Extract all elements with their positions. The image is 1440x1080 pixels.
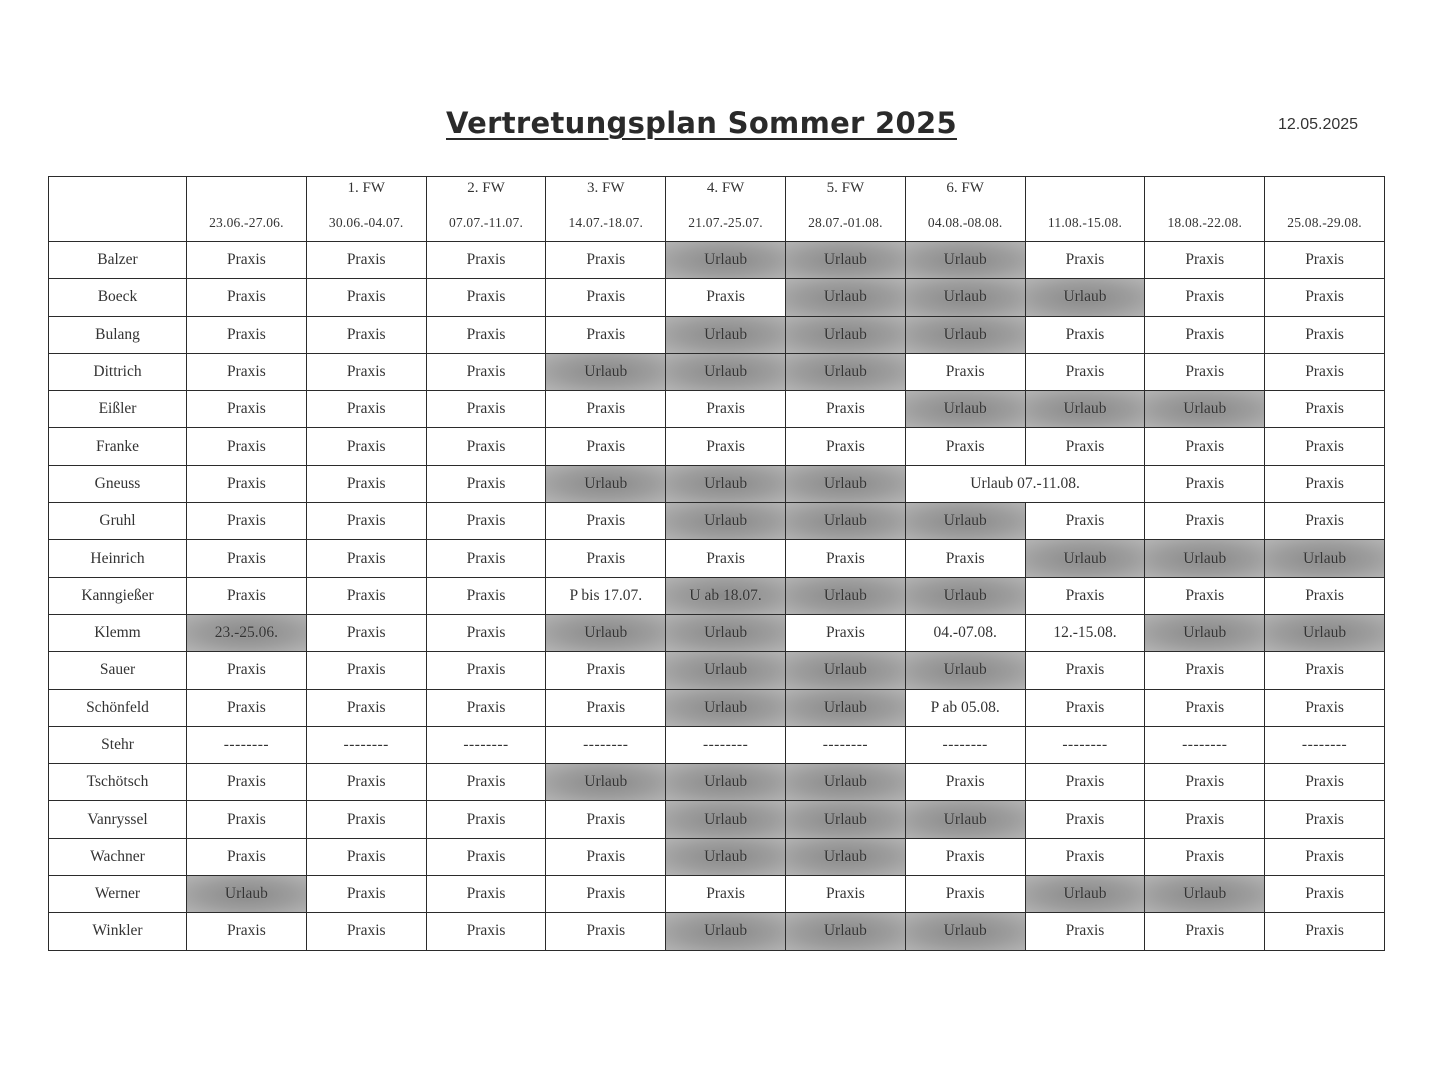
schedule-cell: Praxis bbox=[1145, 689, 1265, 726]
schedule-cell: Praxis bbox=[306, 428, 426, 465]
schedule-cell: Urlaub bbox=[1265, 614, 1385, 651]
schedule-cell: Urlaub bbox=[187, 876, 307, 913]
schedule-cell: Praxis bbox=[426, 652, 546, 689]
table-row bbox=[49, 801, 1385, 838]
week-header-8 bbox=[1145, 177, 1265, 242]
schedule-cell: Praxis bbox=[1265, 279, 1385, 316]
schedule-cell: Praxis bbox=[306, 242, 426, 279]
week-date-range: 04.08.-08.08. bbox=[927, 215, 1003, 230]
schedule-cell: Urlaub bbox=[905, 279, 1025, 316]
schedule-cell: Praxis bbox=[1265, 913, 1385, 950]
schedule-cell: Praxis bbox=[666, 428, 786, 465]
schedule-cell: Praxis bbox=[1025, 242, 1145, 279]
schedule-cell: Praxis bbox=[187, 764, 307, 801]
schedule-cell: Praxis bbox=[187, 689, 307, 726]
header-row bbox=[49, 177, 1385, 242]
week-header-4 bbox=[666, 177, 786, 242]
staff-name: Eißler bbox=[49, 391, 187, 428]
schedule-cell: Praxis bbox=[1025, 689, 1145, 726]
week-date-range: 07.07.-11.07. bbox=[448, 215, 524, 230]
schedule-cell: Urlaub bbox=[905, 801, 1025, 838]
schedule-cell: Praxis bbox=[426, 242, 546, 279]
schedule-cell: Praxis bbox=[546, 428, 666, 465]
schedule-cell: Praxis bbox=[187, 316, 307, 353]
schedule-cell: Urlaub bbox=[666, 614, 786, 651]
table-row bbox=[49, 689, 1385, 726]
schedule-cell: Praxis bbox=[426, 913, 546, 950]
schedule-cell: Urlaub bbox=[1025, 279, 1145, 316]
schedule-cell: Praxis bbox=[546, 652, 666, 689]
schedule-cell: Urlaub bbox=[666, 242, 786, 279]
schedule-cell: Praxis bbox=[1265, 876, 1385, 913]
schedule-cell: Urlaub bbox=[1145, 876, 1265, 913]
schedule-cell: Praxis bbox=[1265, 801, 1385, 838]
schedule-cell: Praxis bbox=[187, 913, 307, 950]
schedule-cell: U ab 18.07. bbox=[666, 577, 786, 614]
schedule-cell: Praxis bbox=[905, 540, 1025, 577]
table-row bbox=[49, 540, 1385, 577]
schedule-cell: Praxis bbox=[1265, 838, 1385, 875]
schedule-cell: Urlaub bbox=[785, 801, 905, 838]
week-date-range: 11.08.-15.08. bbox=[1047, 215, 1123, 230]
schedule-cell: -------- bbox=[785, 726, 905, 763]
staff-name: Schönfeld bbox=[49, 689, 187, 726]
week-header-6 bbox=[905, 177, 1025, 242]
schedule-cell: Urlaub bbox=[905, 503, 1025, 540]
schedule-cell: Praxis bbox=[546, 503, 666, 540]
staff-name: Wachner bbox=[49, 838, 187, 875]
staff-name: Heinrich bbox=[49, 540, 187, 577]
schedule-cell: Praxis bbox=[785, 876, 905, 913]
schedule-cell: -------- bbox=[666, 726, 786, 763]
schedule-cell: Praxis bbox=[187, 465, 307, 502]
schedule-cell: -------- bbox=[546, 726, 666, 763]
schedule-cell: Praxis bbox=[546, 876, 666, 913]
schedule-cell: Praxis bbox=[905, 764, 1025, 801]
schedule-cell: Praxis bbox=[306, 353, 426, 390]
schedule-cell: Praxis bbox=[1265, 242, 1385, 279]
schedule-cell: Praxis bbox=[426, 614, 546, 651]
schedule-cell: Urlaub bbox=[905, 242, 1025, 279]
schedule-cell: Praxis bbox=[1145, 764, 1265, 801]
schedule-cell: -------- bbox=[306, 726, 426, 763]
schedule-cell: Praxis bbox=[306, 614, 426, 651]
schedule-cell: Praxis bbox=[905, 876, 1025, 913]
schedule-cell: Praxis bbox=[426, 428, 546, 465]
schedule-cell: Praxis bbox=[1025, 652, 1145, 689]
table-row bbox=[49, 428, 1385, 465]
schedule-cell: Praxis bbox=[546, 391, 666, 428]
schedule-cell: Praxis bbox=[1145, 801, 1265, 838]
week-date-range: 23.06.-27.06. bbox=[209, 215, 284, 230]
schedule-cell: -------- bbox=[1265, 726, 1385, 763]
schedule-cell: Praxis bbox=[426, 764, 546, 801]
schedule-cell: Praxis bbox=[306, 465, 426, 502]
schedule-cell: Praxis bbox=[546, 279, 666, 316]
schedule-cell: Praxis bbox=[1025, 353, 1145, 390]
schedule-cell: Urlaub bbox=[546, 465, 666, 502]
week-date-range: 28.07.-01.08. bbox=[808, 215, 883, 230]
schedule-cell: Praxis bbox=[1265, 391, 1385, 428]
schedule-cell: Praxis bbox=[546, 689, 666, 726]
schedule-cell: Praxis bbox=[187, 279, 307, 316]
schedule-cell: Urlaub bbox=[546, 353, 666, 390]
week-date-range: 14.07.-18.07. bbox=[568, 215, 644, 230]
document-date: 12.05.2025 bbox=[1278, 116, 1359, 133]
schedule-cell: Praxis bbox=[1265, 465, 1385, 502]
schedule-cell: Urlaub bbox=[546, 614, 666, 651]
table-row bbox=[49, 465, 1385, 502]
schedule-cell: P bis 17.07. bbox=[546, 577, 666, 614]
schedule-cell: Praxis bbox=[1025, 503, 1145, 540]
schedule-cell: Urlaub bbox=[785, 279, 905, 316]
schedule-cell: Urlaub bbox=[785, 689, 905, 726]
staff-name: Vanryssel bbox=[49, 801, 187, 838]
schedule-cell: Urlaub bbox=[666, 503, 786, 540]
schedule-cell: Praxis bbox=[426, 353, 546, 390]
week-date-range: 30.06.-04.07. bbox=[328, 215, 404, 230]
schedule-cell: Praxis bbox=[1145, 503, 1265, 540]
schedule-cell: Praxis bbox=[546, 316, 666, 353]
table-row bbox=[49, 913, 1385, 950]
week-header-2 bbox=[426, 177, 546, 242]
schedule-cell: Praxis bbox=[187, 801, 307, 838]
schedule-cell: Praxis bbox=[187, 838, 307, 875]
week-header-3 bbox=[546, 177, 666, 242]
staff-name: Tschötsch bbox=[49, 764, 187, 801]
staff-name: Gneuss bbox=[49, 465, 187, 502]
staff-name: Gruhl bbox=[49, 503, 187, 540]
week-label: 4. FW bbox=[706, 180, 745, 196]
week-label: 2. FW bbox=[467, 180, 505, 196]
table-row bbox=[49, 391, 1385, 428]
schedule-cell: Urlaub bbox=[546, 764, 666, 801]
schedule-cell: Praxis bbox=[306, 764, 426, 801]
schedule-cell: Urlaub bbox=[1025, 540, 1145, 577]
schedule-cell: Praxis bbox=[666, 279, 786, 316]
schedule-cell: Praxis bbox=[187, 503, 307, 540]
schedule-cell: Praxis bbox=[306, 876, 426, 913]
schedule-cell: Praxis bbox=[426, 316, 546, 353]
week-label: 5. FW bbox=[826, 180, 865, 196]
schedule-cell: Praxis bbox=[1025, 838, 1145, 875]
schedule-cell: Praxis bbox=[426, 689, 546, 726]
schedule-cell: Praxis bbox=[426, 465, 546, 502]
schedule-cell: Praxis bbox=[1145, 279, 1265, 316]
schedule-cell: Praxis bbox=[187, 391, 307, 428]
schedule-cell: Praxis bbox=[426, 391, 546, 428]
schedule-cell: Urlaub bbox=[666, 652, 786, 689]
schedule-cell: Praxis bbox=[1265, 316, 1385, 353]
staff-name: Winkler bbox=[49, 913, 187, 950]
schedule-cell: Praxis bbox=[306, 801, 426, 838]
schedule-cell: Praxis bbox=[187, 540, 307, 577]
week-label: 3. FW bbox=[587, 180, 625, 196]
schedule-cell: Praxis bbox=[1265, 428, 1385, 465]
schedule-cell: Praxis bbox=[666, 876, 786, 913]
schedule-cell: 04.-07.08. bbox=[905, 614, 1025, 651]
schedule-cell: Praxis bbox=[1025, 913, 1145, 950]
schedule-cell: Praxis bbox=[666, 391, 786, 428]
schedule-cell: Urlaub bbox=[785, 242, 905, 279]
schedule-cell: Praxis bbox=[546, 540, 666, 577]
schedule-cell: Praxis bbox=[1265, 689, 1385, 726]
schedule-cell: Praxis bbox=[1145, 838, 1265, 875]
week-header-1 bbox=[306, 177, 426, 242]
schedule-cell: Praxis bbox=[1145, 577, 1265, 614]
schedule-cell: Urlaub 07.-11.08. bbox=[905, 465, 1145, 502]
schedule-cell: Praxis bbox=[187, 353, 307, 390]
schedule-cell: Praxis bbox=[666, 540, 786, 577]
schedule-cell: Praxis bbox=[905, 428, 1025, 465]
schedule-cell: Praxis bbox=[306, 689, 426, 726]
schedule-cell: Praxis bbox=[306, 652, 426, 689]
schedule-cell: Praxis bbox=[306, 316, 426, 353]
schedule-cell: Praxis bbox=[905, 838, 1025, 875]
schedule-cell: Praxis bbox=[1145, 428, 1265, 465]
staff-name: Werner bbox=[49, 876, 187, 913]
schedule-cell: Urlaub bbox=[666, 353, 786, 390]
schedule-cell: Praxis bbox=[546, 913, 666, 950]
schedule-cell: Praxis bbox=[785, 614, 905, 651]
schedule-cell: Praxis bbox=[546, 242, 666, 279]
schedule-cell: Praxis bbox=[426, 279, 546, 316]
schedule-cell: Urlaub bbox=[785, 838, 905, 875]
schedule-cell: Praxis bbox=[1145, 913, 1265, 950]
schedule-cell: Praxis bbox=[306, 838, 426, 875]
week-label: 6. FW bbox=[946, 180, 984, 196]
schedule-cell: Praxis bbox=[306, 577, 426, 614]
week-label: 1. FW bbox=[347, 180, 385, 196]
table-row bbox=[49, 279, 1385, 316]
schedule-cell: Praxis bbox=[1265, 652, 1385, 689]
schedule-cell: Praxis bbox=[306, 913, 426, 950]
schedule-cell: Urlaub bbox=[905, 577, 1025, 614]
table-row bbox=[49, 242, 1385, 279]
schedule-cell: Praxis bbox=[1145, 242, 1265, 279]
week-header-7 bbox=[1025, 177, 1145, 242]
schedule-cell: -------- bbox=[426, 726, 546, 763]
schedule-cell: Praxis bbox=[306, 503, 426, 540]
schedule-cell: Urlaub bbox=[1025, 391, 1145, 428]
schedule-cell: Urlaub bbox=[666, 465, 786, 502]
schedule-cell: Urlaub bbox=[905, 391, 1025, 428]
schedule-cell: Praxis bbox=[785, 391, 905, 428]
staff-name: Kanngießer bbox=[49, 577, 187, 614]
schedule-cell: Praxis bbox=[1025, 316, 1145, 353]
staff-name: Dittrich bbox=[49, 353, 187, 390]
schedule-cell: Praxis bbox=[1145, 353, 1265, 390]
schedule-cell: Praxis bbox=[426, 540, 546, 577]
schedule-cell: Praxis bbox=[546, 801, 666, 838]
staff-name: Sauer bbox=[49, 652, 187, 689]
schedule-cell: Urlaub bbox=[666, 913, 786, 950]
schedule-cell: Praxis bbox=[187, 242, 307, 279]
schedule-cell: Urlaub bbox=[666, 838, 786, 875]
schedule-cell: Praxis bbox=[187, 577, 307, 614]
schedule-cell: Urlaub bbox=[1265, 540, 1385, 577]
staff-name: Boeck bbox=[49, 279, 187, 316]
schedule-cell: Praxis bbox=[1025, 577, 1145, 614]
schedule-cell: Praxis bbox=[1145, 316, 1265, 353]
schedule-cell: Praxis bbox=[1265, 577, 1385, 614]
schedule-cell: P ab 05.08. bbox=[905, 689, 1025, 726]
staff-name: Franke bbox=[49, 428, 187, 465]
table-row bbox=[49, 876, 1385, 913]
schedule-cell: -------- bbox=[905, 726, 1025, 763]
schedule-cell: Praxis bbox=[426, 876, 546, 913]
staff-name: Klemm bbox=[49, 614, 187, 651]
schedule-table bbox=[48, 176, 1385, 951]
schedule-cell: Praxis bbox=[426, 577, 546, 614]
table-row bbox=[49, 503, 1385, 540]
schedule-cell: Urlaub bbox=[666, 689, 786, 726]
schedule-cell: -------- bbox=[1145, 726, 1265, 763]
schedule-cell: Praxis bbox=[187, 652, 307, 689]
schedule-cell: Praxis bbox=[546, 838, 666, 875]
schedule-cell: Praxis bbox=[426, 503, 546, 540]
schedule-cell: Urlaub bbox=[785, 465, 905, 502]
schedule-cell: Urlaub bbox=[905, 913, 1025, 950]
staff-name: Stehr bbox=[49, 726, 187, 763]
schedule-cell: -------- bbox=[187, 726, 307, 763]
schedule-cell: -------- bbox=[1025, 726, 1145, 763]
schedule-cell: 12.-15.08. bbox=[1025, 614, 1145, 651]
schedule-cell: Urlaub bbox=[666, 764, 786, 801]
schedule-cell: Urlaub bbox=[785, 652, 905, 689]
schedule-cell: Praxis bbox=[785, 428, 905, 465]
schedule-cell: Urlaub bbox=[1145, 614, 1265, 651]
schedule-cell: Praxis bbox=[1265, 764, 1385, 801]
schedule-cell: Urlaub bbox=[666, 801, 786, 838]
week-date-range: 25.08.-29.08. bbox=[1287, 215, 1362, 230]
table-row bbox=[49, 652, 1385, 689]
schedule-cell: Praxis bbox=[1265, 503, 1385, 540]
schedule-cell: 23.-25.06. bbox=[187, 614, 307, 651]
schedule-cell: Praxis bbox=[785, 540, 905, 577]
schedule-cell: Urlaub bbox=[1145, 540, 1265, 577]
schedule-cell: Praxis bbox=[306, 391, 426, 428]
table-row bbox=[49, 726, 1385, 763]
schedule-cell: Praxis bbox=[187, 428, 307, 465]
schedule-cell: Praxis bbox=[306, 540, 426, 577]
schedule-cell: Urlaub bbox=[785, 913, 905, 950]
schedule-cell: Urlaub bbox=[785, 316, 905, 353]
page-title: Vertretungsplan Sommer 2025 bbox=[446, 106, 957, 140]
week-header-0 bbox=[187, 177, 307, 242]
table-row bbox=[49, 577, 1385, 614]
schedule-cell: Urlaub bbox=[1025, 876, 1145, 913]
schedule-cell: Praxis bbox=[1145, 652, 1265, 689]
schedule-cell: Praxis bbox=[1025, 801, 1145, 838]
schedule-cell: Urlaub bbox=[785, 764, 905, 801]
table-row bbox=[49, 764, 1385, 801]
schedule-cell: Praxis bbox=[1025, 428, 1145, 465]
schedule-cell: Urlaub bbox=[666, 316, 786, 353]
schedule-cell: Urlaub bbox=[785, 353, 905, 390]
week-header-5 bbox=[785, 177, 905, 242]
staff-name: Balzer bbox=[49, 242, 187, 279]
staff-name: Bulang bbox=[49, 316, 187, 353]
table-row bbox=[49, 316, 1385, 353]
schedule-cell: Urlaub bbox=[785, 503, 905, 540]
week-header-9 bbox=[1265, 177, 1385, 242]
corner-cell bbox=[49, 177, 187, 242]
table-row bbox=[49, 614, 1385, 651]
schedule-cell: Praxis bbox=[1265, 353, 1385, 390]
schedule-cell: Urlaub bbox=[785, 577, 905, 614]
schedule-cell: Praxis bbox=[426, 838, 546, 875]
schedule-cell: Urlaub bbox=[905, 316, 1025, 353]
week-date-range: 18.08.-22.08. bbox=[1167, 215, 1243, 230]
table-row bbox=[49, 353, 1385, 390]
schedule-cell: Praxis bbox=[306, 279, 426, 316]
week-date-range: 21.07.-25.07. bbox=[688, 215, 763, 230]
schedule-cell: Urlaub bbox=[905, 652, 1025, 689]
table-row bbox=[49, 838, 1385, 875]
schedule-cell: Praxis bbox=[905, 353, 1025, 390]
schedule-cell: Praxis bbox=[1025, 764, 1145, 801]
schedule-cell: Urlaub bbox=[1145, 391, 1265, 428]
schedule-cell: Praxis bbox=[426, 801, 546, 838]
schedule-cell: Praxis bbox=[1145, 465, 1265, 502]
